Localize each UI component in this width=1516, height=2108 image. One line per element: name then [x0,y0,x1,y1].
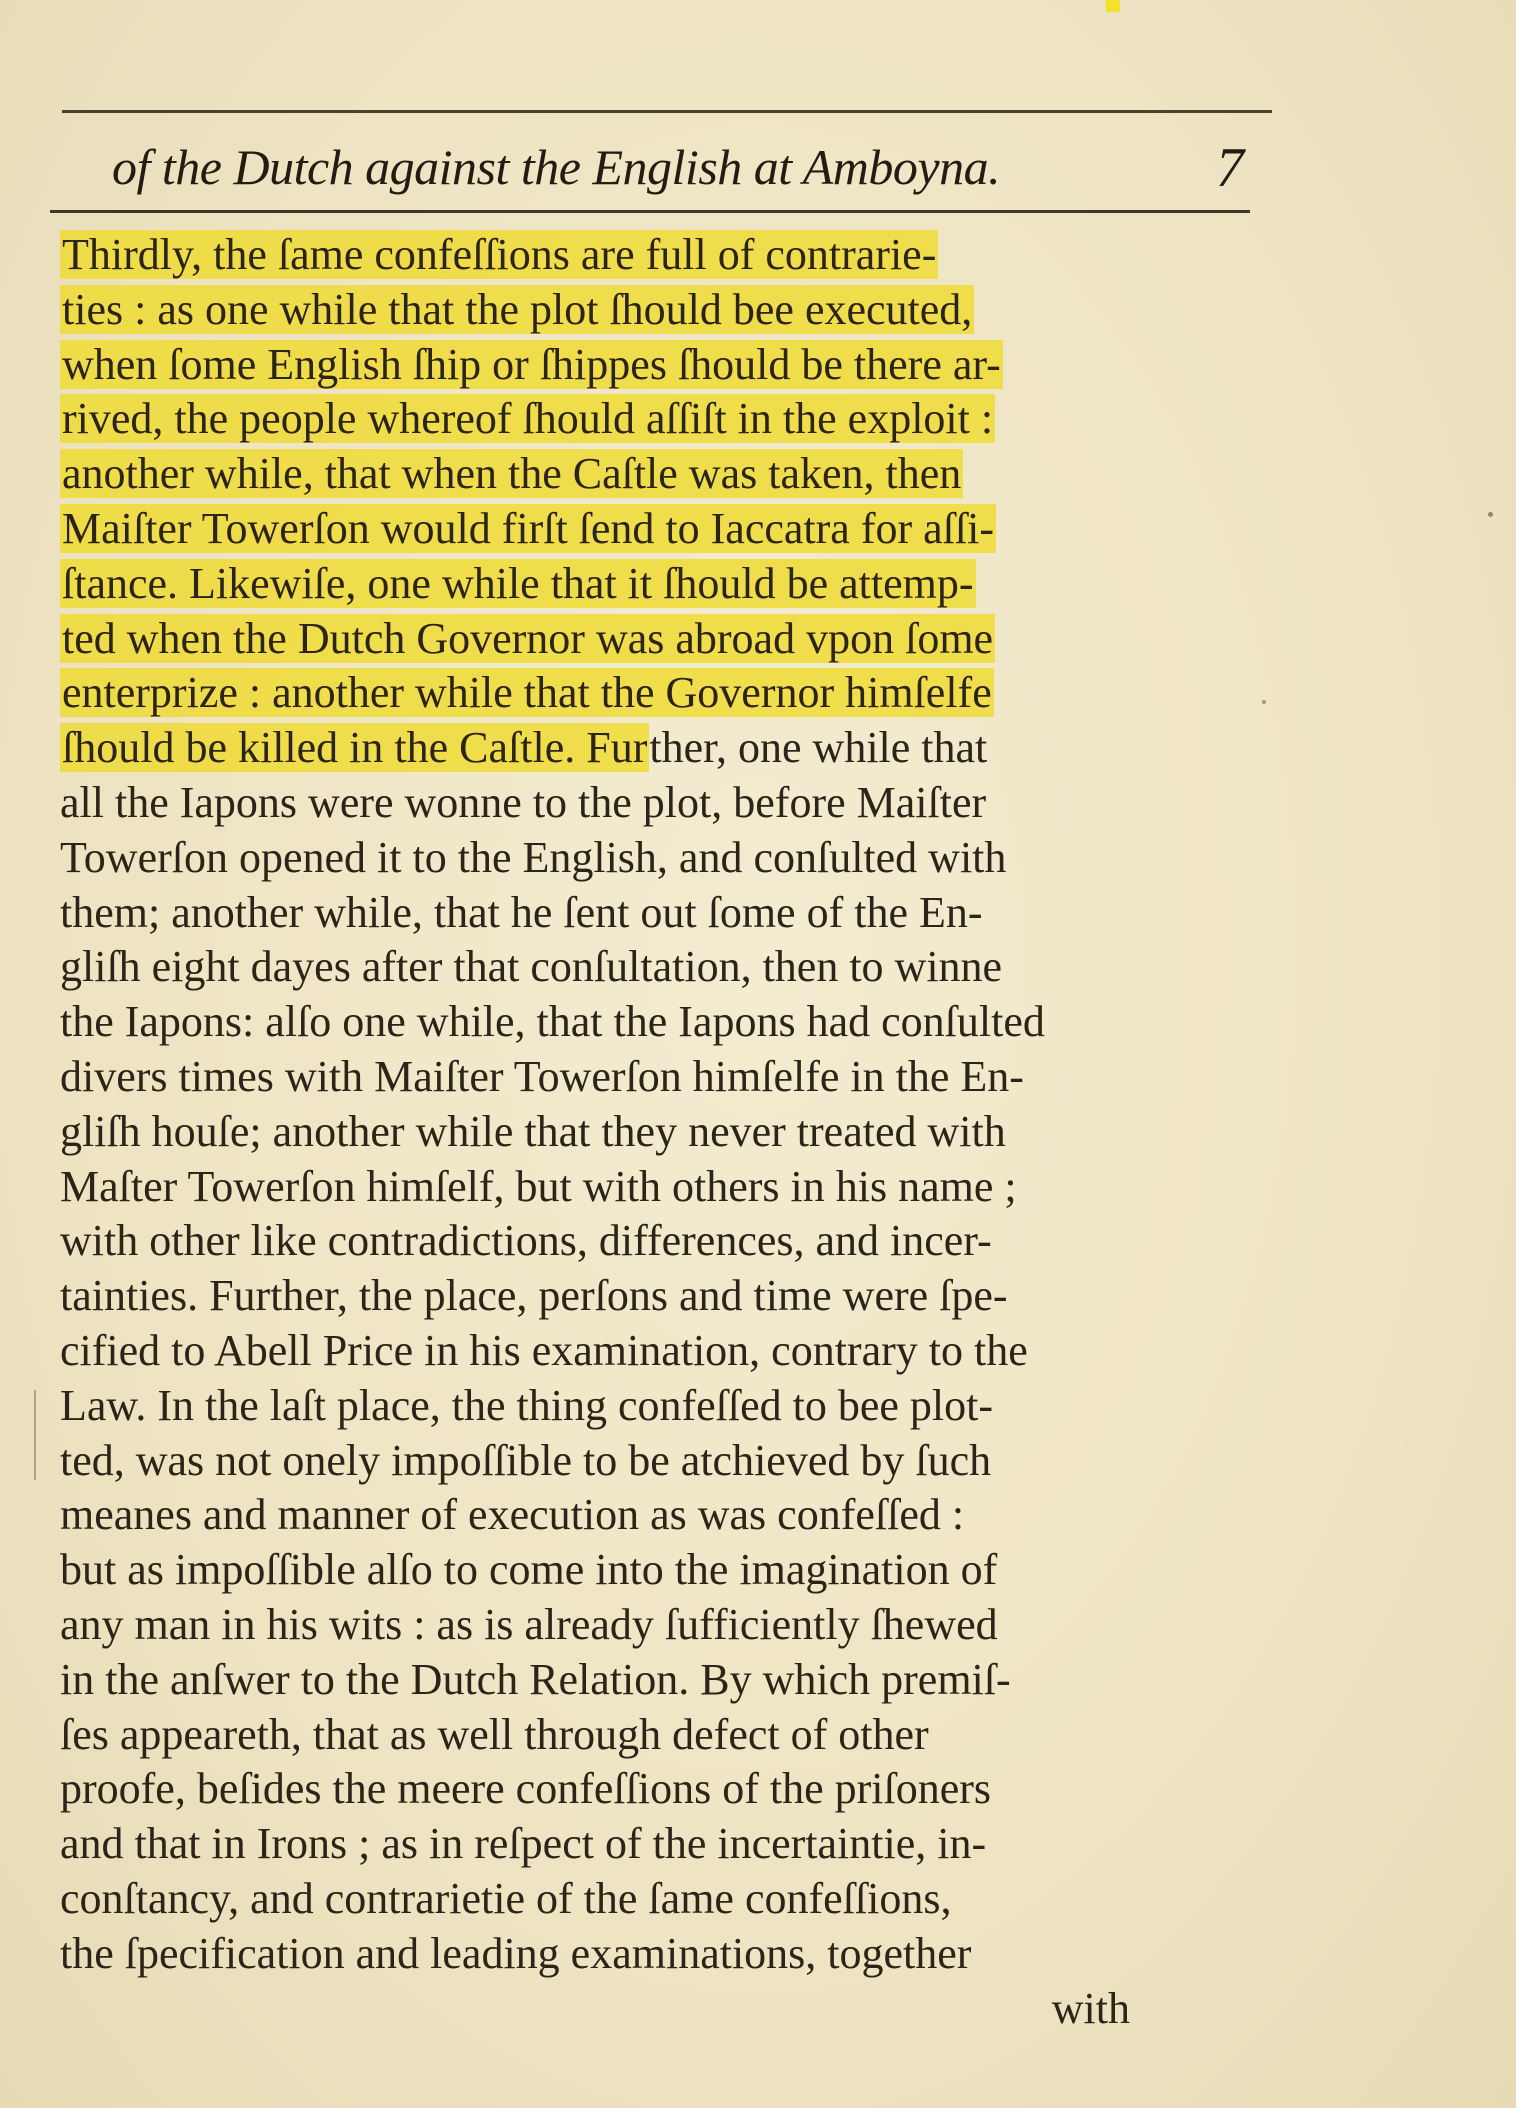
text-line: all the Iapons were wonne to the plot, before Maiſter [60,777,987,827]
text-line [60,502,1140,557]
text-line: Maſter Towerſon himſelf, but with others in his name ; [60,1161,1017,1211]
text-line [60,612,1140,667]
text-line [60,338,1140,393]
text-line [60,666,1140,721]
text-line: proofe, beſides the meere confeſſions of the priſoners [60,1764,992,1814]
highlighted-text: rived, the people whereof ſhould aſſiſt in the exploit : [62,394,994,444]
text-line: and that in Irons ; as in reſpect of the incertaintie, in- [60,1819,987,1869]
catchword: with [1051,1983,1130,2033]
text-line: meanes and manner of execution as was confeſſed : [60,1490,965,1540]
text-line: the Iapons: alſo one while, that the Iapons had conſulted [60,997,1045,1047]
highlighted-text: ties : as one while that the plot ſhould bee executed, [62,284,973,334]
highlight-marker-fragment [1106,0,1120,12]
text-line: but as impoſſible alſo to come into the imagination of [60,1545,998,1595]
plain-text: ther, one while that [649,723,988,773]
text-line: any man in his wits : as is already ſufficiently ſhewed [60,1599,998,1649]
highlighted-text: when ſome English ſhip or ſhippes ſhould be there ar- [62,339,1001,389]
text-line [60,557,1140,612]
paper-speck [1488,512,1493,517]
text-line: gliſh houſe; another while that they never treated with [60,1106,1006,1156]
text-line: in the anſwer to the Dutch Relation. By which premiſ- [60,1654,1011,1704]
header-rule-top [62,110,1272,113]
running-title: of the Dutch against the English at Amboyna. [112,139,1001,195]
text-line: them; another while, that he ſent out ſome of the En- [60,887,983,937]
header-rule-bottom [50,210,1250,213]
highlighted-text: another while, that when the Caſtle was taken, then [62,449,962,499]
text-line [60,228,1140,283]
text-line: tainties. Further, the place, perſons and time were ſpe- [60,1271,1008,1321]
highlighted-text: ſtance. Likewiſe, one while that it ſhould be attemp- [62,558,974,608]
text-line: Law. In the laſt place, the thing confeſſed to bee plot- [60,1380,994,1430]
paper-speck [1262,700,1266,704]
body-text [60,228,1140,2036]
text-line: ſes appeareth, that as well through defect of other [60,1709,929,1759]
text-line: the ſpecification and leading examinations, together [60,1928,972,1978]
highlighted-text: Thirdly, the ſame confeſſions are full of contrarie- [62,230,937,279]
text-line: cified to Abell Price in his examination, contrary to the [60,1325,1028,1375]
page-number: 7 [1216,137,1244,199]
highlighted-text: ſhould be killed in the Caſtle. Fur [62,723,648,773]
text-line: with other like contradictions, differences, and incer- [60,1216,992,1266]
text-line: gliſh eight dayes after that conſultation, then to winne [60,942,1003,992]
text-line: ted, was not onely impoſſible to be atchieved by ſuch [60,1435,992,1485]
text-line [60,392,1140,447]
page-header [112,130,1252,210]
margin-mark [34,1390,36,1480]
text-line [60,447,1140,502]
text-line: conſtancy, and contrarietie of the ſame confeſſions, [60,1873,952,1923]
text-line: divers times with Maiſter Towerſon himſelfe in the En- [60,1051,1024,1101]
text-line: Towerſon opened it to the English, and conſulted with [60,832,1007,882]
highlighted-text: enterprize : another while that the Governor himſelfe [62,668,992,718]
text-line [60,721,1140,776]
highlighted-text: ted when the Dutch Governor was abroad vpon ſome [62,613,994,663]
highlighted-text: Maiſter Towerſon would firſt ſend to Iaccatra for aſſi- [62,503,994,553]
text-line [60,283,1140,338]
